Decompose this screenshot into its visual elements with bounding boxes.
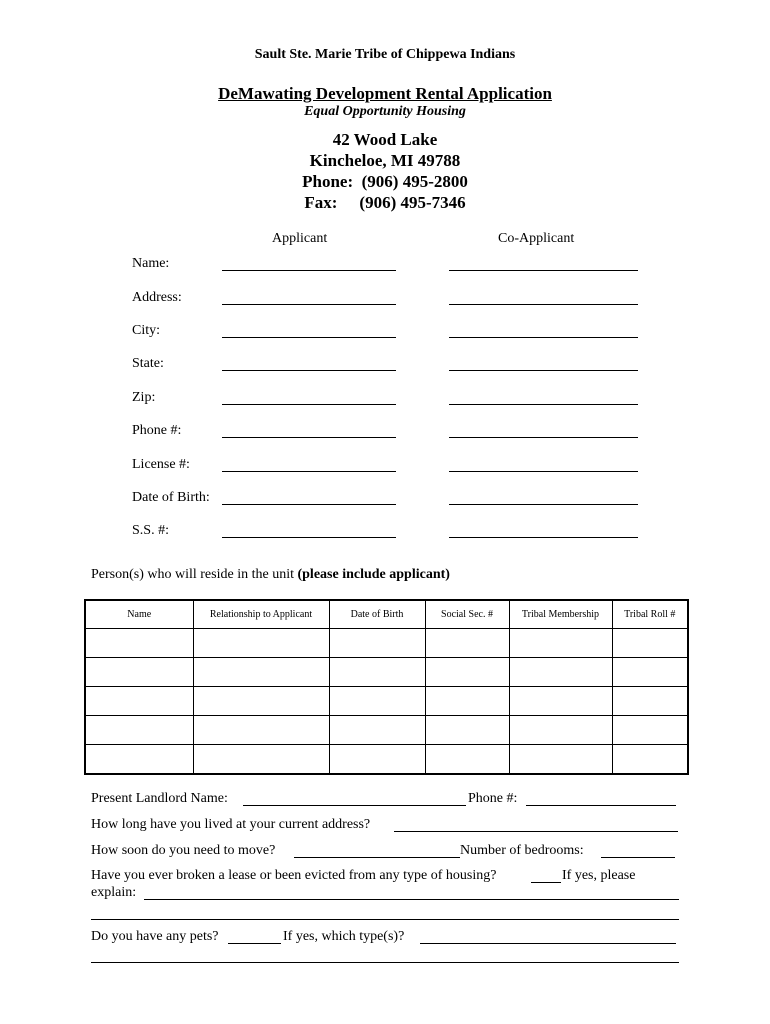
table-cell[interactable]	[193, 745, 329, 775]
explain-label: explain:	[91, 885, 137, 900]
col-header-dob: Date of Birth	[329, 600, 425, 629]
table-cell[interactable]	[425, 745, 509, 775]
table-cell[interactable]	[509, 687, 612, 716]
address-line-2: Kincheloe, MI 49788	[309, 151, 461, 170]
table-cell[interactable]	[612, 745, 688, 775]
co-applicant-address-field[interactable]	[449, 304, 638, 305]
pets-label: Do you have any pets?	[91, 929, 219, 944]
address-line-1: 42 Wood Lake	[332, 130, 438, 149]
field-label-license: License #:	[132, 457, 190, 472]
table-cell[interactable]	[425, 687, 509, 716]
how-long-label: How long have you lived at your current address?	[91, 817, 371, 832]
how-soon-label: How soon do you need to move?	[91, 843, 276, 858]
applicant-city-field[interactable]	[222, 337, 396, 338]
field-label-name: Name:	[132, 256, 170, 271]
co-applicant-name-field[interactable]	[449, 270, 638, 271]
table-cell[interactable]	[85, 629, 193, 658]
table-row	[85, 687, 688, 716]
phone-label: Phone:	[302, 172, 354, 191]
applicant-phone-field[interactable]	[222, 437, 396, 438]
co-applicant-license-field[interactable]	[449, 471, 638, 472]
table-header-row	[85, 600, 688, 629]
table-cell[interactable]	[425, 629, 509, 658]
field-label-ssn: S.S. #:	[132, 523, 169, 538]
residents-intro	[91, 567, 450, 583]
table-cell[interactable]	[329, 629, 425, 658]
col-header-ssn: Social Sec. #	[425, 600, 509, 629]
pets-answer-field[interactable]	[228, 943, 281, 944]
table-cell[interactable]	[329, 716, 425, 745]
table-cell[interactable]	[329, 687, 425, 716]
table-cell[interactable]	[193, 687, 329, 716]
applicant-address-field[interactable]	[222, 304, 396, 305]
applicant-dob-field[interactable]	[222, 504, 396, 505]
applicant-heading: Applicant	[272, 231, 328, 246]
evicted-if-yes-label: If yes, please	[562, 868, 636, 883]
table-cell[interactable]	[509, 629, 612, 658]
residents-intro-text: Person(s) who will reside in the unit	[91, 567, 298, 582]
landlord-phone-field[interactable]	[526, 805, 676, 806]
table-cell[interactable]	[85, 658, 193, 687]
co-applicant-ssn-field[interactable]	[449, 537, 638, 538]
residents-table	[84, 599, 689, 775]
field-label-state: State:	[132, 356, 164, 371]
table-cell[interactable]	[85, 716, 193, 745]
applicant-state-field[interactable]	[222, 370, 396, 371]
table-cell[interactable]	[425, 658, 509, 687]
co-applicant-dob-field[interactable]	[449, 504, 638, 505]
field-label-dob: Date of Birth:	[132, 490, 210, 505]
landlord-label: Present Landlord Name:	[91, 791, 228, 806]
applicant-zip-field[interactable]	[222, 404, 396, 405]
landlord-phone-label: Phone #:	[468, 791, 518, 806]
co-applicant-city-field[interactable]	[449, 337, 638, 338]
pets-type-field[interactable]	[420, 943, 676, 944]
applicant-ssn-field[interactable]	[222, 537, 396, 538]
explain-field[interactable]	[144, 899, 679, 900]
evicted-label: Have you ever broken a lease or been evicted from any type of housing?	[91, 868, 497, 883]
table-cell[interactable]	[193, 629, 329, 658]
pets-type-label: If yes, which type(s)?	[283, 929, 405, 944]
col-header-tribal-roll: Tribal Roll #	[612, 600, 688, 629]
evicted-answer-field[interactable]	[531, 882, 561, 883]
field-label-phone: Phone #:	[132, 423, 182, 438]
table-cell[interactable]	[425, 716, 509, 745]
co-applicant-state-field[interactable]	[449, 370, 638, 371]
table-row	[85, 658, 688, 687]
co-applicant-zip-field[interactable]	[449, 404, 638, 405]
organization-name: Sault Ste. Marie Tribe of Chippewa Indians	[254, 47, 516, 62]
field-label-city: City:	[132, 323, 161, 338]
fax-line	[0, 193, 770, 213]
col-header-tribal-membership: Tribal Membership	[509, 600, 612, 629]
pets-type-field-line-2[interactable]	[91, 962, 679, 963]
applicant-name-field[interactable]	[222, 270, 396, 271]
table-cell[interactable]	[509, 745, 612, 775]
how-long-field[interactable]	[394, 831, 678, 832]
how-soon-field[interactable]	[294, 857, 460, 858]
table-cell[interactable]	[329, 745, 425, 775]
form-title: DeMawating Development Rental Application	[218, 84, 552, 103]
table-row	[85, 629, 688, 658]
landlord-name-field[interactable]	[243, 805, 466, 806]
table-cell[interactable]	[612, 629, 688, 658]
table-cell[interactable]	[612, 716, 688, 745]
col-header-relationship: Relationship to Applicant	[193, 600, 329, 629]
co-applicant-phone-field[interactable]	[449, 437, 638, 438]
col-header-name: Name	[85, 600, 193, 629]
table-cell[interactable]	[329, 658, 425, 687]
table-cell[interactable]	[509, 658, 612, 687]
table-cell[interactable]	[509, 716, 612, 745]
phone-line	[0, 172, 770, 192]
residents-intro-bold: (please include applicant)	[297, 567, 450, 582]
form-subtitle: Equal Opportunity Housing	[304, 104, 466, 119]
applicant-license-field[interactable]	[222, 471, 396, 472]
table-cell[interactable]	[612, 687, 688, 716]
field-label-address: Address:	[132, 290, 182, 305]
table-row	[85, 745, 688, 775]
co-applicant-heading: Co-Applicant	[498, 231, 575, 246]
table-row	[85, 716, 688, 745]
fax-label: Fax:	[304, 193, 338, 212]
explain-field-line-2[interactable]	[91, 919, 679, 920]
fax-value: (906) 495-7346	[359, 193, 466, 212]
table-cell[interactable]	[193, 658, 329, 687]
table-cell[interactable]	[612, 658, 688, 687]
bedrooms-label: Number of bedrooms:	[460, 843, 584, 858]
field-label-zip: Zip:	[132, 390, 156, 405]
table-cell[interactable]	[193, 716, 329, 745]
table-cell[interactable]	[85, 745, 193, 775]
phone-value: (906) 495-2800	[361, 172, 468, 191]
table-cell[interactable]	[85, 687, 193, 716]
bedrooms-field[interactable]	[601, 857, 675, 858]
